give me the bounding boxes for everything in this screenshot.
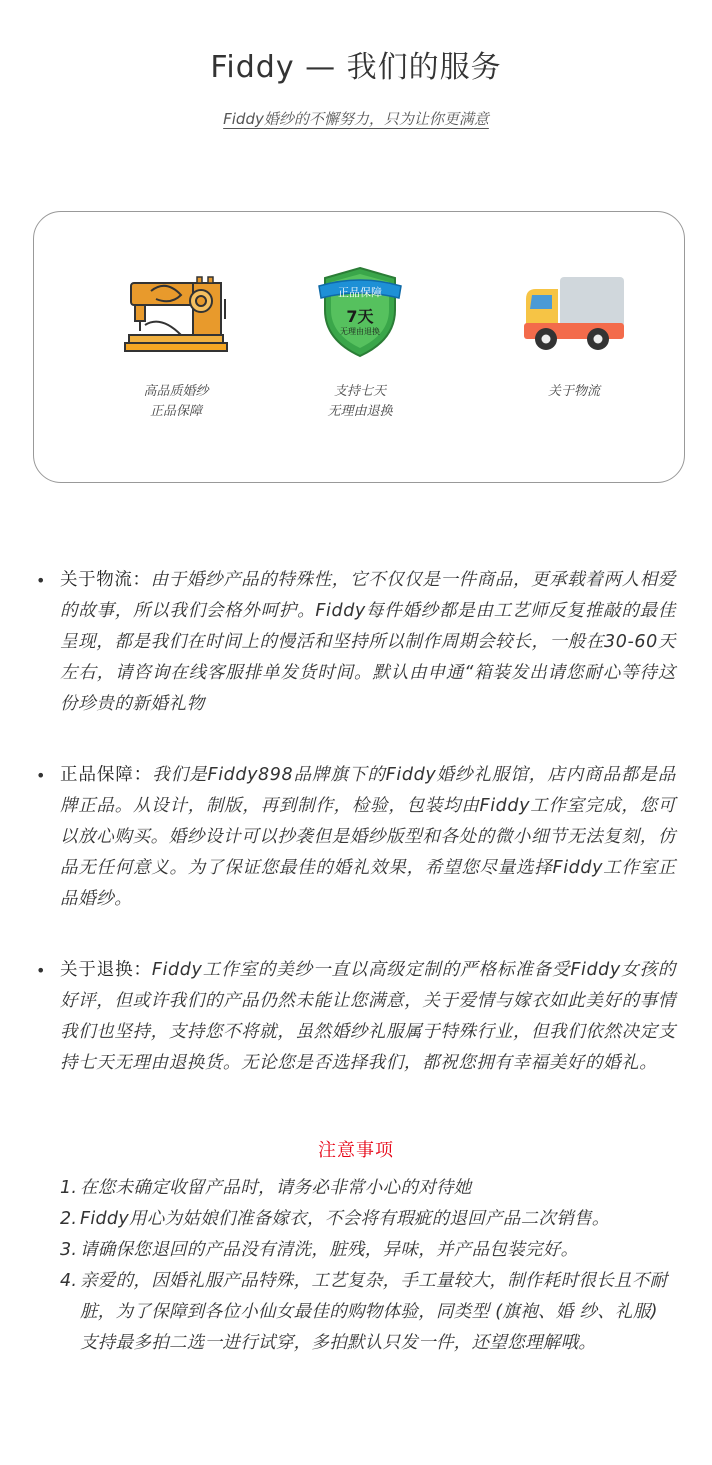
feature-label-line1: 支持七天 xyxy=(333,384,386,399)
feature-quality xyxy=(76,270,276,422)
feature-label-line1: 关于物流 xyxy=(547,384,600,399)
policy-sections xyxy=(36,565,676,1119)
bullet: • xyxy=(36,571,46,590)
section-body: 由于婚纱产品的特殊性，它不仅仅是一件商品，更承载着两人相爱的故事，所以我们会格外呵护。Fiddy每件婚纱都是由工艺师反复推敲的最佳呈现，都是我们在时间上的慢活和坚持所以制作周期会较长，一般在30-60天左右，请咨询在线客服排单发货时间。默认由申通“箱装发出请您耐心等待这份珍贵的新婚礼物 xyxy=(60,570,676,714)
notice-text: 在您未确定收留产品时，请务必非常小心的对待她 xyxy=(80,1178,472,1198)
genuine-shield-icon xyxy=(260,270,460,360)
bullet: • xyxy=(36,766,46,785)
notice-item xyxy=(60,1204,676,1235)
section-heading: 正品保障： xyxy=(60,765,153,785)
notice-item xyxy=(60,1266,676,1359)
shield-badge-small: 无理由退换 xyxy=(340,327,380,336)
section-body: 我们是Fiddy898品牌旗下的Fiddy婚纱礼服馆，店内商品都是品牌正品。从设计，制版，再到制作，检验，包装均由Fiddy工作室完成，您可以放心购买。婚纱设计可以抄袭但是婚纱版型和各处的微小细节无法复刻，仿品无任何意义。为了保证您最佳的婚礼效果，希望您尽量选择Fiddy工作室正品婚纱。 xyxy=(60,765,676,909)
notice-item xyxy=(60,1235,676,1266)
subtitle-text: Fiddy婚纱的不懈努力，只为让你更满意 xyxy=(223,110,489,128)
sewing-machine-icon xyxy=(76,270,276,360)
section-logistics xyxy=(36,565,676,720)
section-genuine xyxy=(36,760,676,915)
section-heading: 关于物流： xyxy=(60,570,151,590)
notice-number: 3. xyxy=(60,1240,78,1260)
shield-badge-big: 7天 xyxy=(346,307,374,326)
notice-number: 4. xyxy=(60,1271,78,1291)
notice-number: 1. xyxy=(60,1178,78,1198)
shield-badge-top: 正品保障 xyxy=(338,286,382,299)
section-returns xyxy=(36,955,676,1079)
feature-label-line1: 高品质婚纱 xyxy=(143,384,209,399)
notice-list xyxy=(60,1173,676,1359)
feature-logistics xyxy=(474,270,674,402)
section-body: Fiddy工作室的美纱一直以高级定制的严格标准备受Fiddy女孩的好评，但或许我们的产品仍然未能让您满意，关于爱情与嫁衣如此美好的事情我们也坚持，支持您不将就，虽然婚纱礼服属于特殊行业，但我们依然决定支持七天无理由退换货。无论您是否选择我们，都祝您拥有幸福美好的婚礼。 xyxy=(60,960,676,1073)
notice-title: 注意事项 xyxy=(318,1140,394,1161)
page-subtitle xyxy=(0,108,712,129)
feature-label-line2: 无理由退换 xyxy=(327,404,393,419)
feature-label-line2: 正品保障 xyxy=(149,404,202,419)
delivery-truck-icon xyxy=(474,270,674,360)
section-heading: 关于退换： xyxy=(60,960,152,980)
bullet: • xyxy=(36,961,46,980)
service-features-card xyxy=(33,211,685,483)
notice-text: Fiddy用心为姑娘们准备嫁衣，不会将有瑕疵的退回产品二次销售。 xyxy=(80,1209,610,1229)
notice-number: 2. xyxy=(60,1209,78,1229)
page-title: Fiddy — 我们的服务 xyxy=(210,50,502,85)
feature-return-policy xyxy=(260,270,460,422)
notice-text: 请确保您退回的产品没有清洗，脏残，异味，并产品包装完好。 xyxy=(80,1240,579,1260)
notice-item xyxy=(60,1173,676,1204)
notice-text: 亲爱的，因婚礼服产品特殊，工艺复杂，手工量较大，制作耗时很长且不耐脏，为了保障到各位小仙女最佳的购物体验，同类型 (旗袍、婚 纱、礼服) 支持最多拍二选一进行试穿，多拍默认只发一件，还望您理解哦。 xyxy=(80,1271,668,1353)
